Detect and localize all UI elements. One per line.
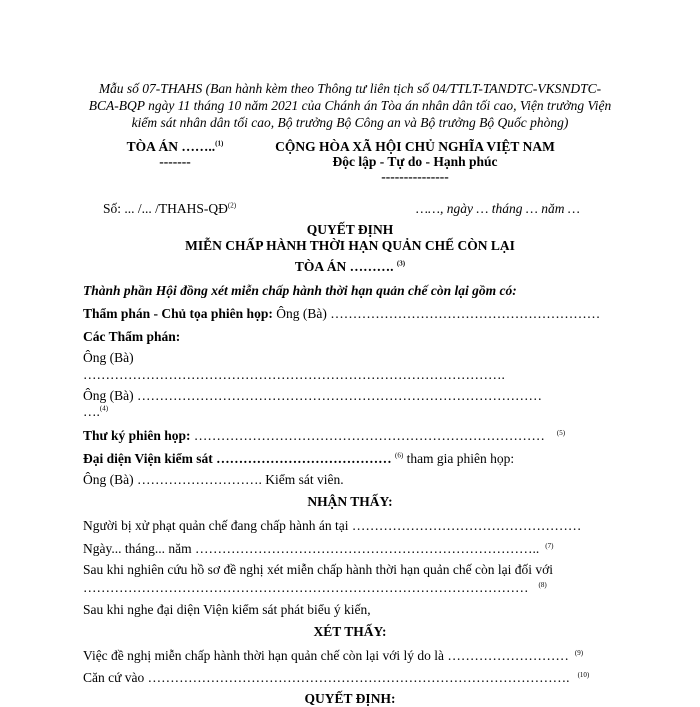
judge-2-line: Ông (Bà) ………………………………………………………………………………: [83, 388, 542, 403]
findings-procurator-opinion: Sau khi nghe đại diện Viện kiểm sát phát biểu ý kiến,: [83, 602, 371, 617]
clerk-line: Thư ký phiên họp: …………………………………………………………………… $^{(5)}$: [83, 428, 566, 443]
judge-1-label: Ông (Bà): [83, 350, 134, 365]
findings-location: Người bị xử phạt quản chế đang chấp hành án tại ……………………………………………: [83, 518, 582, 533]
court-name: TÒA ÁN ……..$^{(1)}$: [126, 139, 224, 154]
panel-intro: Thành phần Hội đồng xét miễn chấp hành thời hạn quản chế còn lại gồm có:: [83, 283, 517, 298]
findings-date: Ngày... tháng... năm ………………………………………………………………….. $^{(7)}$: [83, 541, 554, 556]
decision-subtitle: MIỄN CHẤP HÀNH THỜI HẠN QUẢN CHẾ CÒN LẠI: [185, 238, 515, 253]
considerations-reason: Việc đề nghị miễn chấp hành thời hạn quản chế còn lại với lý do là ……………………… $^{(9)}$: [83, 648, 584, 663]
judge-1-dots: ………………………………………………………………………………….: [83, 367, 505, 382]
procurator-name: Ông (Bà) ………………………. Kiểm sát viên.: [83, 472, 344, 487]
presiding-judge-line: Thẩm phán - Chủ tọa phiên họp: Ông (Bà) ……………………………………………………: [83, 306, 601, 321]
issuing-court: TÒA ÁN ………. $^{(3)}$: [294, 259, 406, 274]
republic-motto: Độc lập - Tự do - Hạnh phúc: [332, 154, 498, 169]
findings-review-dots: ……………………………………………………………………………………… $^{(8)}$: [83, 580, 547, 595]
republic-title: CỘNG HÒA XÃ HỘI CHỦ NGHĨA VIỆT NAM: [275, 139, 555, 154]
decision-title: QUYẾT ĐỊNH: [306, 222, 394, 237]
court-separator: -------: [159, 154, 191, 169]
findings-heading: NHẬN THẤY:: [307, 494, 393, 509]
republic-separator: ---------------: [381, 169, 449, 184]
form-note-line-3: kiểm sát nhân dân tối cao, Bộ trưởng Bộ Công an và Bộ trưởng Bộ Quốc phòng): [131, 115, 569, 130]
findings-review: Sau khi nghiên cứu hồ sơ đề nghị xét miễn chấp hành thời hạn quản chế còn lại đối với: [83, 562, 554, 577]
considerations-basis: Căn cứ vào …………………………………………………………………………………. $^{(10)}$: [83, 670, 590, 685]
procurator-line: Đại diện Viện kiểm sát ………………………………… $^{(6)}$ tham gia phiên họp:: [83, 451, 515, 466]
judge-2-continuation: ….$^{(4)}$: [83, 404, 109, 419]
considerations-heading: XÉT THẤY:: [313, 624, 387, 639]
document-date: ……, ngày … tháng … năm …: [416, 201, 580, 216]
form-note-line-2: BCA-BQP ngày 11 tháng 10 năm 2021 của Chánh án Tòa án nhân dân tối cao, Viện trưởng Viện: [88, 98, 612, 113]
document-number: Số: ... /... /THAHS-QĐ$^{(2)}$: [103, 201, 237, 216]
decision-heading: QUYẾT ĐỊNH:: [304, 691, 396, 706]
form-note-line-1: Mẫu số 07-THAHS (Ban hành kèm theo Thông tư liên tịch số 04/TTLT-TANDTC-VKSNDTC-: [98, 81, 602, 96]
judges-label: Các Thẩm phán:: [83, 329, 181, 344]
